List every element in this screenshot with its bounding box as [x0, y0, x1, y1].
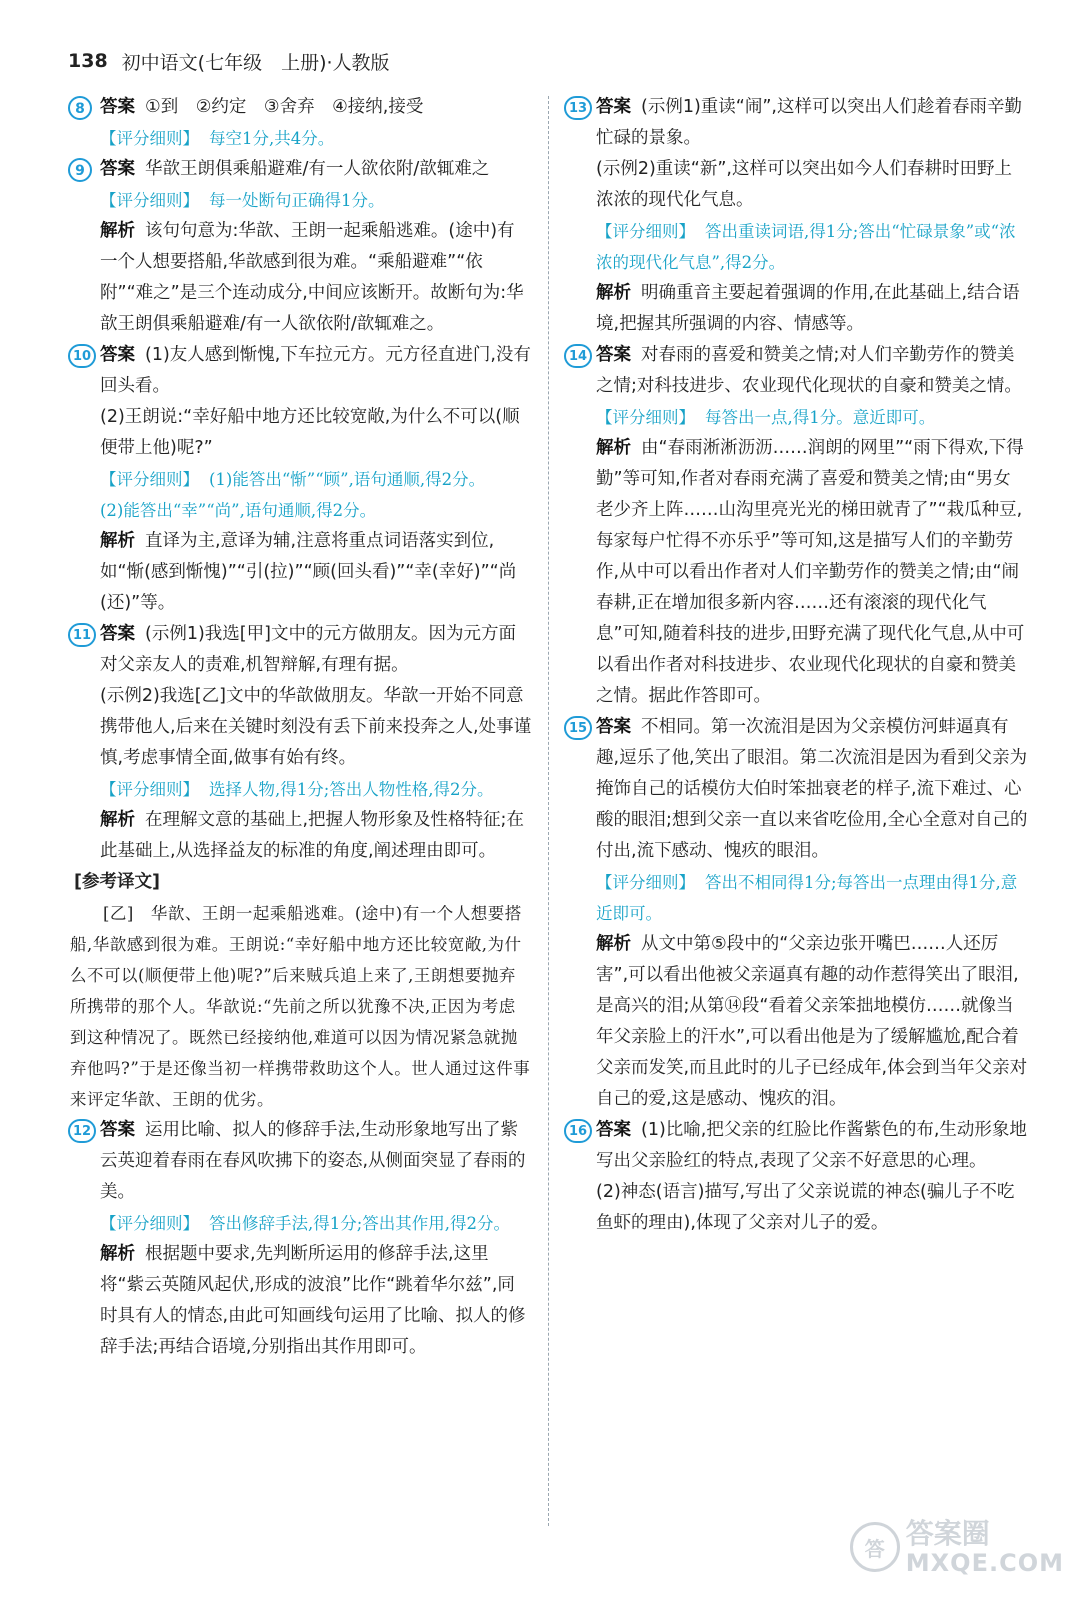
- rubric-text: 每空1分,共4分。: [209, 129, 335, 148]
- right-column: [566, 92, 1028, 1239]
- question-number-badge: 16: [564, 1119, 592, 1143]
- answer-text-1: (示例1)重读“闹”,这样可以突出人们趁着春雨辛勤忙碌的景象。: [596, 97, 1022, 148]
- question-number-badge: 10: [68, 344, 96, 368]
- question-number-badge: 14: [564, 344, 592, 368]
- rubric-tag: 【评分细则】: [596, 408, 695, 427]
- rubric-tag: 【评分细则】: [596, 873, 695, 892]
- answer-tag: 答案: [100, 624, 135, 644]
- rubric-tag: 【评分细则】: [100, 129, 199, 148]
- analysis-text: 由“春雨淅淅沥沥……润朗的网里”“雨下得欢,下得勤”等可知,作者对春雨充满了喜爱和赞美之情;由“男女老少齐上阵……山沟里亮光光的梯田就青了”“栽瓜种豆,每家每户忙得不亦乐乎”等可知,这是描写人们的辛勤劳作,从中可以看出作者对人们辛勤劳作的赞美之情;由“闹春耕,正在增加很多新内容……还有滚滚的现代化气息”可知,随着科技的进步,田野充满了现代化气息,从中可以看出作者对科技进步、农业现代化现状的自豪和赞美之情。据此作答即可。: [596, 438, 1025, 706]
- page-title: 初中语文(七年级 上册)·人教版: [121, 51, 390, 74]
- rubric-text: 答出重读词语,得1分;答出“忙碌景象”或“浓浓的现代化气息”,得2分。: [596, 222, 1016, 272]
- question-number-badge: 8: [68, 96, 92, 120]
- analysis-tag: 解析: [100, 531, 135, 551]
- answer-tag: 答案: [596, 1120, 631, 1140]
- answer-tag: 答案: [596, 345, 631, 365]
- question-10: [70, 340, 532, 619]
- rubric-tag: 【评分细则】: [100, 191, 199, 210]
- rubric: [100, 464, 532, 495]
- rubric-text: 每一处断句正确得1分。: [209, 191, 385, 210]
- rubric-text: 每答出一点,得1分。意近即可。: [705, 408, 936, 427]
- analysis: [596, 433, 1028, 712]
- analysis-tag: 解析: [596, 283, 631, 303]
- analysis: [100, 1239, 532, 1363]
- question-11: [70, 619, 532, 867]
- analysis-text: 该句句意为:华歆、王朗一起乘船逃难。(途中)有一个人想要搭船,华歆感到很为难。“乘船避难”“依附”“难之”是三个连动成分,中间应该断开。故断句为:华歆王朗俱乘船避难/有一人欲依附/歆辄难之。: [100, 221, 524, 334]
- answer-text: ①到 ②约定 ③舍弃 ④接纳,接受: [145, 97, 424, 117]
- rubric: [100, 185, 532, 216]
- watermark-text: [905, 1516, 1064, 1577]
- question-8: [70, 92, 532, 154]
- rubric: [596, 402, 1028, 433]
- watermark-logo-icon: 答: [850, 1522, 900, 1572]
- column-divider: [548, 96, 549, 1526]
- rubric-tag: 【评分细则】: [100, 470, 199, 489]
- page-header: [68, 46, 390, 76]
- page-number: 138: [68, 50, 108, 72]
- rubric-tag: 【评分细则】: [100, 780, 199, 799]
- answer-tag: 答案: [100, 345, 135, 365]
- rubric: [100, 1208, 532, 1239]
- answer-text-2: (2)神态(语言)描写,写出了父亲说谎的神态(骗儿子不吃鱼虾的理由),体现了父亲对儿子的爱。: [596, 1182, 1015, 1233]
- rubric: [100, 774, 532, 805]
- question-number-badge: 9: [68, 158, 92, 182]
- answer-text: 不相同。第一次流泪是因为父亲模仿河蚌逼真有趣,逗乐了他,笑出了眼泪。第二次流泪是因为看到父亲为掩饰自己的话模仿大伯时笨拙衰老的样子,流下难过、心酸的眼泪;想到父亲一直以来省吃俭用,全心全意对自己的付出,流下感动、愧疚的眼泪。: [596, 717, 1028, 861]
- analysis-text: 在理解文意的基础上,把握人物形象及性格特征;在此基础上,从选择益友的标准的角度,阐述理由即可。: [100, 810, 524, 861]
- question-number-badge: 15: [564, 716, 592, 740]
- rubric-text: 答出修辞手法,得1分;答出其作用,得2分。: [209, 1214, 511, 1233]
- answer-text-2: (示例2)我选[乙]文中的华歆做朋友。华歆一开始不同意携带他人,后来在关键时刻没有丢下前来投奔之人,处事谨慎,考虑事情全面,做事有始有终。: [100, 686, 532, 768]
- analysis-tag: 解析: [100, 810, 135, 830]
- rubric-tag: 【评分细则】: [100, 1214, 199, 1233]
- answer-text: 对春雨的喜爱和赞美之情;对人们辛勤劳作的赞美之情;对科技进步、农业现代化现状的自豪和赞美之情。: [596, 345, 1022, 396]
- question-14: [566, 340, 1028, 712]
- answer-text-1: (示例1)我选[甲]文中的元方做朋友。因为元方面对父亲友人的责难,机智辩解,有理有据。: [100, 624, 516, 675]
- answer-tag: 答案: [100, 1120, 135, 1140]
- analysis-tag: 解析: [596, 934, 631, 954]
- analysis: [596, 278, 1028, 340]
- analysis-text: 直译为主,意译为辅,注意将重点词语落实到位,如“惭(感到惭愧)”“引(拉)”“顾(回头看)”“幸(幸好)”“尚(还)”等。: [100, 531, 517, 613]
- rubric: [596, 867, 1028, 929]
- question-16: [566, 1115, 1028, 1239]
- rubric: [596, 216, 1028, 278]
- rubric-text-2: (2)能答出“幸”“尚”,语句通顺,得2分。: [100, 501, 377, 520]
- question-13: [566, 92, 1028, 340]
- question-number-badge: 11: [68, 623, 96, 647]
- answer-tag: 答案: [100, 159, 135, 179]
- rubric-tag: 【评分细则】: [596, 222, 695, 241]
- rubric-text-1: (1)能答出“惭”“顾”,语句通顺,得2分。: [209, 470, 486, 489]
- analysis-tag: 解析: [100, 1244, 135, 1264]
- answer-tag: 答案: [596, 97, 631, 117]
- question-12: [70, 1115, 532, 1363]
- analysis-text: 明确重音主要起着强调的作用,在此基础上,结合语境,把握其所强调的内容、情感等。: [596, 283, 1020, 334]
- answer-text: 运用比喻、拟人的修辞手法,生动形象地写出了紫云英迎着春雨在春风吹拂下的姿态,从侧面突显了春雨的美。: [100, 1120, 526, 1202]
- answer-text: 华歆王朗俱乘船避难/有一人欲依附/歆辄难之: [145, 159, 490, 179]
- watermark-url: MXQE.COM: [905, 1548, 1064, 1577]
- question-number-badge: 13: [564, 96, 592, 120]
- analysis-text: 从文中第⑤段中的“父亲边张开嘴巴……人还厉害”,可以看出他被父亲逼真有趣的动作惹得笑出了眼泪,是高兴的泪;从第⑭段“看着父亲笨拙地模仿……就像当年父亲脸上的汗水”,可以看出他是为了缓解尴尬,配合着父亲而发笑,而且此时的儿子已经成年,体会到当年父亲对自己的爱,这是感动、愧疚的泪。: [596, 934, 1028, 1109]
- question-15: [566, 712, 1028, 1115]
- answer-tag: 答案: [100, 97, 135, 117]
- answer-text-1: (1)友人感到惭愧,下车拉元方。元方径直进门,没有回头看。: [100, 345, 531, 396]
- rubric-text: 选择人物,得1分;答出人物性格,得2分。: [209, 780, 494, 799]
- answer-text-2: (示例2)重读“新”,这样可以突出如今人们春耕时田野上浓浓的现代化气息。: [596, 159, 1012, 210]
- analysis-tag: 解析: [596, 438, 631, 458]
- question-9: [70, 154, 532, 340]
- analysis: [100, 216, 532, 340]
- analysis: [100, 526, 532, 619]
- answer-tag: 答案: [596, 717, 631, 737]
- analysis-text: 根据题中要求,先判断所运用的修辞手法,这里将“紫云英随风起伏,形成的波浪”比作“跳着华尔兹”,同时具有人的情态,由此可知画线句运用了比喻、拟人的修辞手法;再结合语境,分别指出其作用即可。: [100, 1244, 526, 1357]
- answer-text-2: (2)王朗说:“幸好船中地方还比较宽敞,为什么不可以(顺便带上他)呢?”: [100, 407, 520, 458]
- rubric-text: 答出不相同得1分;每答出一点理由得1分,意近即可。: [596, 873, 1018, 923]
- rubric: [100, 123, 532, 154]
- watermark: [850, 1516, 1064, 1577]
- analysis: [596, 929, 1028, 1115]
- question-number-badge: 12: [68, 1119, 96, 1143]
- translation-text: [乙] 华歆、王朗一起乘船逃难。(途中)有一个人想要搭船,华歆感到很为难。王朗说:“幸好船中地方还比较宽敞,为什么不可以(顺便带上他)呢?”后来贼兵追上来了,王朗想要抛弃所携带的那个人。华歆说:“先前之所以犹豫不决,正因为考虑到这种情况了。既然已经接纳他,难道可以因为情况紧急就抛弃他吗?”于是还像当初一样携带救助这个人。世人通过这件事来评定华歆、王朗的优劣。: [70, 904, 531, 1109]
- translation-heading: [参考译文]: [74, 872, 160, 892]
- left-column: [70, 92, 532, 1363]
- answer-text-1: (1)比喻,把父亲的红脸比作酱紫色的布,生动形象地写出父亲脸红的特点,表现了父亲不好意思的心理。: [596, 1120, 1027, 1171]
- watermark-cn: 答案圈: [905, 1516, 990, 1550]
- analysis-tag: 解析: [100, 221, 135, 241]
- analysis: [100, 805, 532, 867]
